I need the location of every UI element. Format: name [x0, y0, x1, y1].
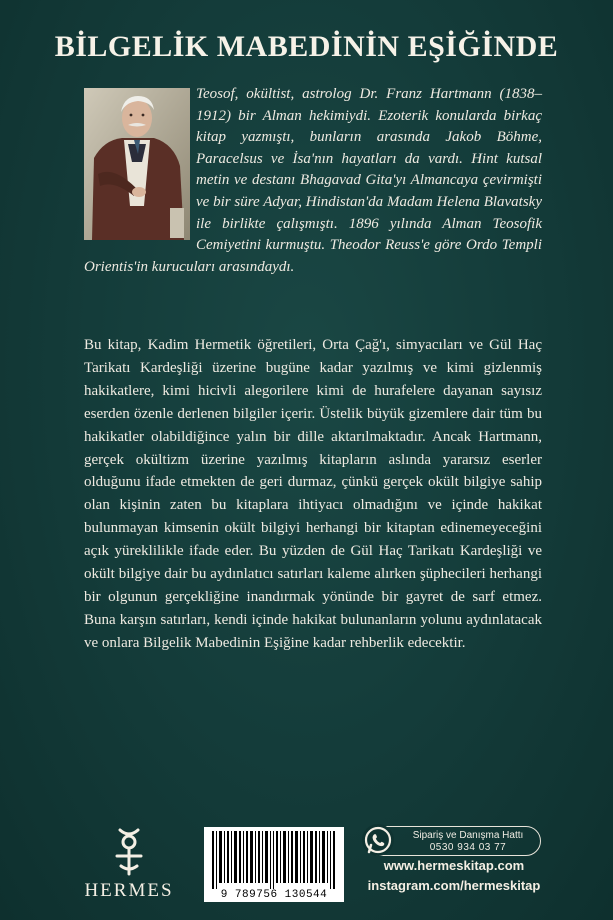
order-hotline-label: Sipariş ve Danışma Hattı	[412, 830, 524, 841]
publisher-website[interactable]: www.hermeskitap.com	[383, 858, 525, 873]
hermes-ankh-logo-icon	[104, 824, 154, 876]
publisher-instagram[interactable]: instagram.com/hermeskitap	[367, 878, 541, 893]
publisher-name: HERMES	[84, 880, 174, 901]
author-biography: Teosof, okültist, astrolog Dr. Franz Hartmann (1838–1912) bir Alman hekimiydi. Ezoterik konularda birkaç kitap yazmıştı, bunların arasında Jakob Böhme, Paracelsus ve İsa'nın hayatları da vardı. Hint kutsal metin ve destanı Bhagavad Gita'yı Almancaya çevirmişti ve bir süre Adyar, Hindistan'da Madam Helena Blavatsky ile birlikte çalışmıştı. 1896 yılında Alman Teosofik Cemiyetini kurmuştu. Theodor Reuss'e göre Ordo Templi Orientis'in kurucuları arasındaydı.	[84, 86, 542, 275]
isbn-barcode	[204, 827, 344, 902]
book-title: BİLGELİK MABEDİNİN EŞİĞİNDE	[54, 30, 559, 63]
order-hotline-phone: 0530 934 03 77	[429, 842, 507, 853]
whatsapp-icon	[362, 824, 394, 856]
order-hotline-box	[365, 826, 541, 856]
book-description: Bu kitap, Kadim Hermetik öğretileri, Orta Çağ'ı, simyacıları ve Gül Haç Tarikatı Kardeşliği üzerine bugüne kadar yazılmış ve kimi gizlenmiş hakikatlere, kimi hicivli alegorilere kimi de hurafelere dayanan sayısız eserden özenle derlenen bilgiler içerir. Üstelik büyük gizemlere dair tüm bu hakikatler olabildiğince yalın bir dille aktarılmaktadır. Ancak Hartmann, gerçek okültizm üzerine yazılmış kitapların aslında yararsız eserler olduğunu ifade etmekten de geri durmaz, çünkü gerçek okült bilgiye sahip olan kişinin zaten bu kitaplara ihtiyacı olmadığını ve içinde hakikat bulunmayan kimsenin okült bilgiyi herhangi bir kitaptan edinemeyeceğini açık yüreklilikle ifade eder. Bu yüzden de Gül Haç Tarikatı Kardeşliği ve okült bilgiye dair bu aydınlatıcı satırları kaleme alırken şüphecileri herhangi bir olgunun gerçekliğine inandırmak yönünde bir gayret de sarf etmez. Buna karşın satırları, kendi içinde hakikat bulunanların yolunu aydınlatacak ve onlara Bilgelik Mabedinin Eşiğine kadar rehberlik edecektir.	[84, 337, 542, 651]
isbn-number: 9 789756 130544	[220, 889, 328, 901]
publisher-logo	[74, 824, 184, 904]
